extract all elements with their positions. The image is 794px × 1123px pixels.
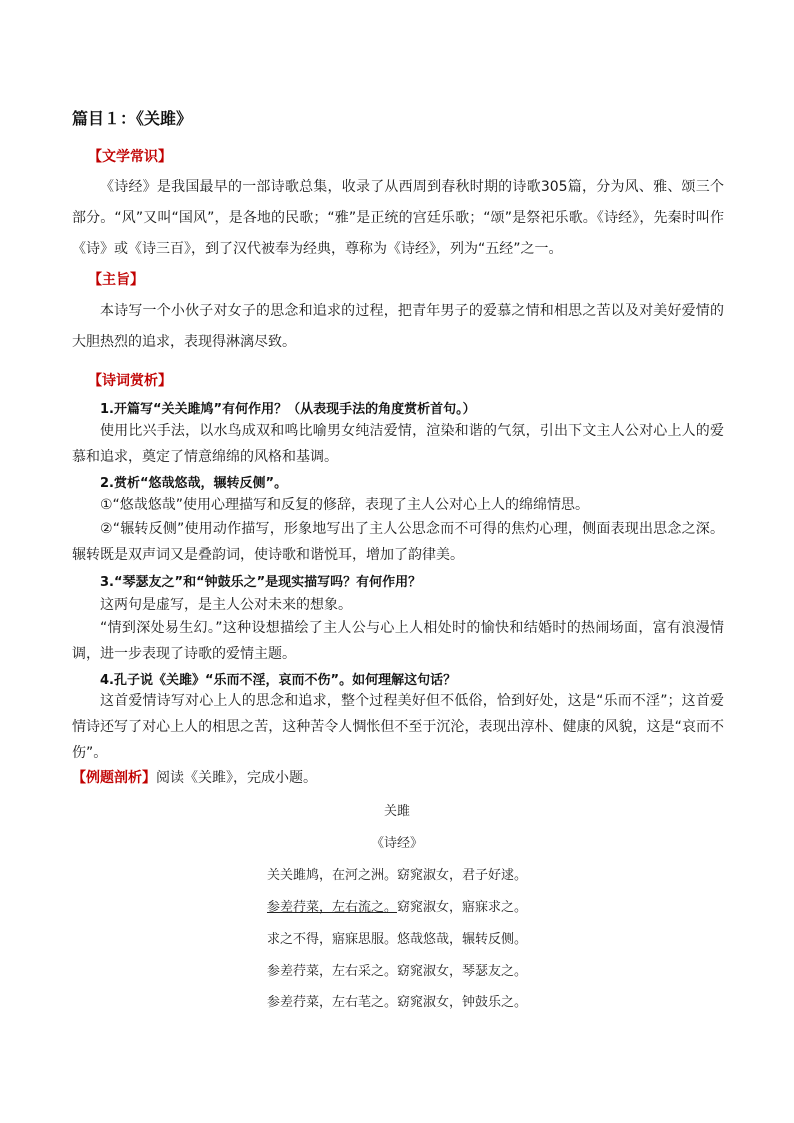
poem-line-4: 参差荇菜，左右采之。窈窕淑女，琴瑟友之。 — [266, 964, 527, 979]
answer-3-point-2: “情到深处易生幻。”这种设想描绘了主人公与心上人相处时的愉快和结婚时的热闹场面，富有浪漫情调，进一步表现了诗歌的爱情主题。 — [72, 620, 724, 662]
question-4: 4.孔子说《关雎》“乐而不淫，哀而不伤”。如何理解这句话？ — [100, 673, 457, 688]
poem-line-3: 求之不得，寤寐思服。悠哉悠哉，辗转反侧。 — [266, 932, 527, 947]
theme-paragraph: 本诗写一个小伙子对女子的思念和追求的过程，把青年男子的爱慕之情和相思之苦以及对美好爱情的大胆热烈的追求，表现得淋漓尽致。 — [72, 303, 724, 350]
answer-2-point-2: ②“辗转反侧”使用动作描写，形象地写出了主人公思念而不可得的焦灼心理，侧面表现出思念之深。辗转既是双声词又是叠韵词，使诗歌和谐悦耳，增加了韵律美。 — [72, 521, 724, 563]
poem-line-2 — [0, 896, 794, 915]
answer-1: 使用比兴手法，以水鸟成双和鸣比喻男女纯洁爱情，渲染和谐的气氛，引出下文主人公对心上人的爱慕和追求，奠定了情意绵绵的风格和基调。 — [72, 423, 724, 465]
poem-line-1: 关关雎鸠，在河之洲。窈窕淑女，君子好逑。 — [266, 868, 527, 883]
answer-2-point-1: ①“悠哉悠哉”使用心理描写和反复的修辞，表现了主人公对心上人的绵绵情思。 — [100, 497, 590, 513]
section-label-appreciation: 【诗词赏析】 — [88, 373, 172, 389]
section-label-theme: 【主旨】 — [88, 272, 144, 288]
poem-title: 关雎 — [383, 804, 410, 819]
question-1: 1.开篇写“关关雎鸠”有何作用？（从表现手法的角度赏析首句。） — [100, 402, 476, 417]
page-title: 篇目１：《关雎》 — [72, 109, 193, 128]
literary-knowledge-paragraph: 《诗经》是我国最早的一部诗歌总集，收录了从西周到春秋时期的诗歌305篇，分为风、雅、颂三个部分。“风”又叫“国风”，是各地的民歌；“雅”是正统的宫廷乐歌；“颂”是祭祀乐歌。《诗经》，先秦时叫作《诗》或《诗三百》，到了汉代被奉为经典，尊称为《诗经》，列为“五经”之一。 — [72, 179, 724, 257]
question-2: 2.赏析“悠哉悠哉，辗转反侧”。 — [100, 476, 288, 491]
answer-3-point-1: 这两句是虚写，是主人公对未来的想象。 — [100, 597, 352, 613]
poem-line-2-rest: 窈窕淑女，寤寐求之。 — [397, 900, 528, 915]
answer-4: 这首爱情诗写对心上人的思念和追求，整个过程美好但不低俗，恰到好处，这是“乐而不淫”；这首爱情诗还写了对心上人的相思之苦，这种苦令人惆怅但不至于沉沦，表现出淳朴、健康的风貌，这是“哀而不伤”。 — [72, 693, 724, 761]
section-label-example: 【例题剖析】 — [72, 770, 156, 786]
question-3: 3.“琴瑟友之”和“钟鼓乐之”是现实描写吗？有何作用？ — [100, 575, 422, 590]
poem-line-5: 参差荇菜，左右芼之。窈窕淑女，钟鼓乐之。 — [266, 995, 527, 1010]
example-instruction: 阅读《关雎》，完成小题。 — [156, 770, 317, 786]
section-label-literary-knowledge: 【文学常识】 — [88, 149, 172, 165]
example-analysis-line — [72, 767, 317, 787]
poem-source: 《诗经》 — [370, 836, 423, 851]
poem-line-2-underlined: 参差荇菜，左右流之。 — [266, 900, 397, 915]
